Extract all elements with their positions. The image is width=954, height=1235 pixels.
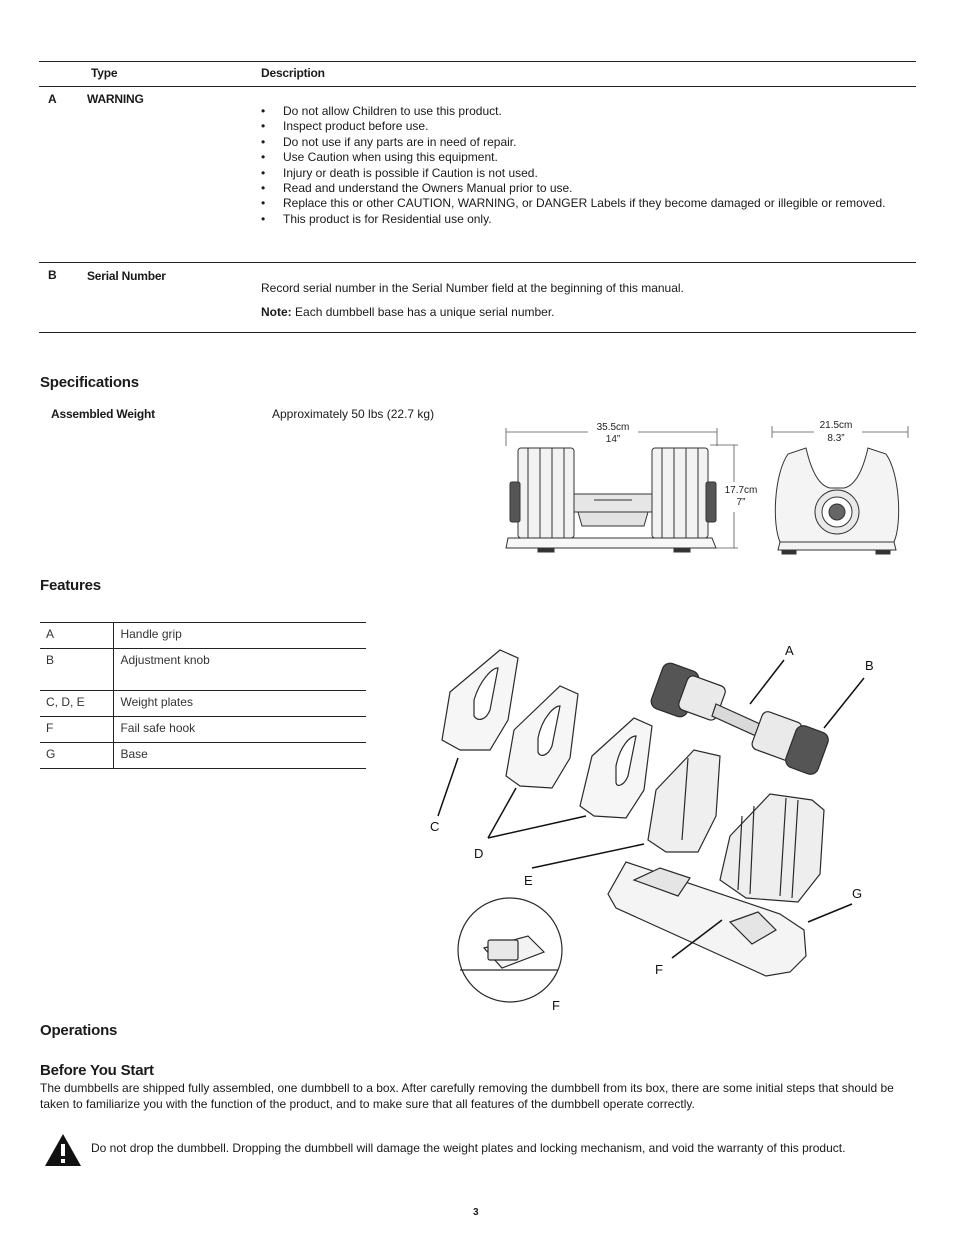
row-b-type: Serial Number	[87, 269, 166, 283]
warning-triangle-icon	[44, 1133, 82, 1167]
list-item: • Do not use if any parts are in need of repair.	[261, 135, 901, 150]
end-view-dumbbell	[775, 448, 898, 554]
feature-key: B	[40, 649, 114, 691]
before-you-start-paragraph: The dumbbells are shipped fully assembled, one dumbbell to a box. After carefully removing the dumbbell from its box, there are some initial steps that should be taken to familiarize you with the function of the product, and to make sure that all features of the dumbbell operate correctly.	[40, 1081, 894, 1111]
table-row	[40, 649, 366, 691]
plate-e	[648, 750, 720, 852]
feature-key: F	[40, 717, 114, 743]
feature-key: G	[40, 743, 114, 769]
before-you-start-heading: Before You Start	[40, 1062, 154, 1079]
table-row	[40, 691, 366, 717]
page-number: 3	[473, 1207, 479, 1218]
feature-value: Fail safe hook	[114, 717, 366, 743]
list-item: • Do not allow Children to use this product.	[261, 104, 901, 119]
table-bottom-rule	[39, 332, 916, 333]
list-item: • Inspect product before use.	[261, 119, 901, 134]
callout-a: A	[785, 643, 794, 658]
callout-b: B	[865, 658, 874, 673]
operations-heading: Operations	[40, 1022, 118, 1039]
width-cm-label: 21.5cm	[819, 420, 853, 431]
serial-note	[261, 305, 555, 319]
callout-e: E	[524, 873, 533, 888]
height-in-label: 7”	[736, 497, 746, 508]
row-b-letter: B	[48, 268, 57, 282]
length-cm-label: 35.5cm	[596, 422, 630, 433]
callout-g: G	[852, 886, 863, 901]
table-top-rule	[39, 61, 916, 62]
handle-grip	[712, 704, 760, 736]
row-a-rule	[39, 262, 916, 263]
callout-c: C	[430, 819, 440, 834]
plate-stack	[720, 794, 824, 902]
row-a-type: WARNING	[87, 92, 144, 106]
feature-value: Weight plates	[114, 691, 366, 717]
dimension-drawing	[498, 414, 918, 560]
list-item: • Read and understand the Owners Manual prior to use.	[261, 181, 901, 196]
feature-key: C, D, E	[40, 691, 114, 717]
assembled-weight-label: Assembled Weight	[51, 407, 155, 421]
feature-value: Handle grip	[114, 623, 366, 649]
assembled-weight-value: Approximately 50 lbs (22.7 kg)	[272, 407, 435, 421]
note-text: Each dumbbell base has a unique serial number.	[295, 305, 555, 319]
note-label: Note:	[261, 305, 292, 319]
list-item: • Replace this or other CAUTION, WARNING, or DANGER Labels if they become damaged or illegible or removed.	[261, 196, 901, 211]
width-in-label: 8.3”	[827, 433, 845, 444]
features-table	[40, 622, 366, 769]
feature-value: Adjustment knob	[114, 649, 366, 691]
header-rule	[39, 86, 916, 87]
list-item: • Use Caution when using this equipment.	[261, 150, 901, 165]
callout-d: D	[474, 846, 484, 861]
height-cm-label: 17.7cm	[724, 485, 758, 496]
feature-key: A	[40, 623, 114, 649]
type-header: Type	[91, 66, 118, 80]
callout-f-detail: F	[552, 998, 560, 1013]
list-item: • This product is for Residential use only.	[261, 212, 901, 227]
specifications-heading: Specifications	[40, 374, 139, 391]
list-item: • Injury or death is possible if Caution is not used.	[261, 166, 901, 181]
side-view-dumbbell	[506, 448, 716, 552]
fail-safe-detail	[458, 898, 562, 1002]
drop-warning-text: Do not drop the dumbbell. Dropping the dumbbell will damage the weight plates and locking mechanism, and void the warranty of this product.	[91, 1141, 846, 1155]
feature-value: Base	[114, 743, 366, 769]
callout-f: F	[655, 962, 663, 977]
table-row	[40, 717, 366, 743]
table-row	[40, 623, 366, 649]
serial-number-text: Record serial number in the Serial Number field at the beginning of this manual.	[261, 281, 684, 295]
warning-bullet-list	[261, 104, 901, 227]
description-header: Description	[261, 66, 325, 80]
row-a-letter: A	[48, 92, 57, 106]
features-heading: Features	[40, 577, 101, 594]
length-in-label: 14”	[605, 434, 621, 445]
table-row	[40, 743, 366, 769]
